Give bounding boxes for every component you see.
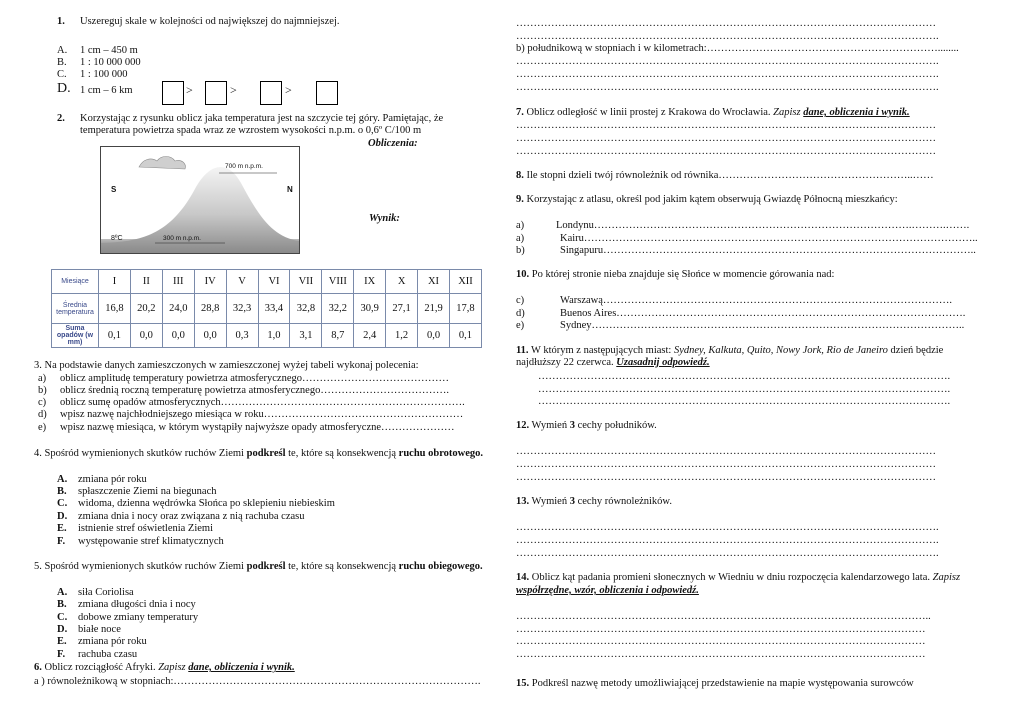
q11-number: 11. (516, 345, 529, 356)
answer-line[interactable]: …………………………………………………………………………………………………………. (516, 31, 939, 42)
q1-number: 1. (57, 16, 65, 27)
q12-pre: Wymień (529, 420, 570, 431)
q2-number: 2. (57, 113, 65, 124)
q14-text: Oblicz kąt padania promieni słonecznych w Wiedniu w dniu rozpoczęcia kalendarzowego lata. (529, 572, 933, 583)
q7-number: 7. (516, 107, 524, 118)
figure-temperature-label: 8ºC (111, 235, 123, 242)
answer-line[interactable]: …………………………………………………………………………………………………………. (516, 535, 939, 546)
q8-number: 8. (516, 170, 524, 181)
table-row-months (52, 270, 482, 294)
temperature-cell: 28,8 (194, 294, 226, 324)
answer-line[interactable]: ……………………………………………………………………………………………………… (516, 636, 926, 647)
q1-option-d: 1 cm – 6 km (80, 85, 133, 96)
q5-letter-c: C. (57, 612, 68, 623)
q1-letter-c: C. (57, 69, 67, 80)
q3-letter-e: e) (38, 422, 47, 433)
q1-text: Uszereguj skale w kolejności od największej do najmniejszej. (80, 16, 340, 27)
q7-dane: dane, obliczenia i wynik. (803, 107, 910, 118)
month-cell: II (130, 270, 162, 294)
q3-item-b: oblicz średnią roczną temperaturę powietrza atmosferycznego………………………………. (60, 385, 449, 396)
q4-pre: 4. Spośród wymienionych skutków ruchów Ziemi (34, 448, 247, 459)
answer-line[interactable]: …………………………………………………………………………………………………………. (516, 69, 939, 80)
answer-line[interactable]: ………………………………………………………………………………………………………… (516, 459, 936, 470)
q4-letter-a: A. (57, 474, 68, 485)
q10-item-e[interactable]: Sydney…………………………………………………………………………………………….. (560, 320, 965, 331)
answer-box-1[interactable] (162, 81, 184, 105)
q4-bold-underline-word: podkreśl (246, 448, 286, 459)
month-cell: I (99, 270, 131, 294)
precipitation-cell: 3,1 (290, 324, 322, 348)
q6-instruction (34, 662, 295, 674)
q6-zapisz: Zapisz (158, 662, 189, 673)
precipitation-cell: 0,1 (449, 324, 481, 348)
q1-letter-b: B. (57, 57, 67, 68)
month-cell: V (226, 270, 258, 294)
answer-line[interactable]: ………………………………………………………………………………………………………… (516, 120, 936, 131)
q4-letter-f: F. (57, 536, 66, 547)
q15-instruction (516, 678, 914, 690)
q3-item-c: oblicz sumę opadów atmosferycznych……………………………………………………………. (60, 397, 465, 408)
q9-letter-2: a) (516, 233, 525, 244)
q7-zapisz: Zapisz (773, 107, 804, 118)
answer-line[interactable]: …………………………………………………………………………………………………………. (516, 548, 939, 559)
q3-item-a: oblicz amplitudę temperatury powietrza atmosferycznego…………………………………… (60, 373, 449, 384)
q3-item-d: wpisz nazwę najchłodniejszego miesiąca w roku………………………………………………… (60, 409, 464, 420)
month-cell: XI (418, 270, 450, 294)
q9-item-1[interactable]: Londynu……………………………………………………………………………….……….……. (556, 220, 970, 231)
q9-instruction (516, 194, 898, 206)
temperature-cell: 27,1 (386, 294, 418, 324)
q5-letter-b: B. (57, 599, 67, 610)
q5-letter-e: E. (57, 636, 67, 647)
answer-line[interactable]: ………………………………………………………………………………………………………. (538, 384, 951, 395)
q6-dane: dane, obliczenia i wynik. (188, 662, 295, 673)
precipitation-cell: 0,0 (418, 324, 450, 348)
precipitation-cell: 0,0 (162, 324, 194, 348)
q15-number: 15. (516, 678, 530, 689)
q7-instruction (516, 107, 910, 119)
q14-instruction (516, 572, 960, 584)
q5-option-f[interactable]: rachuba czasu (78, 649, 138, 660)
answer-box-4[interactable] (316, 81, 338, 105)
q13-post: cechy równoleżników. (574, 496, 672, 507)
q15-text: Podkreśl nazwę metody umożliwiającej przedstawienie na mapie występowania surowców (529, 678, 914, 689)
figure-north-label: N (287, 185, 293, 194)
q1-letter-d: D. (57, 81, 71, 96)
q10-number: 10. (516, 269, 530, 280)
q12-instruction (516, 420, 657, 432)
temperature-header-line2: temperatura (56, 308, 94, 316)
q3-letter-c: c) (38, 397, 47, 408)
q5-bold-topic: ruchu obiegowego. (398, 561, 483, 572)
q1-option-a: 1 cm – 450 m (80, 45, 138, 56)
q4-letter-d: D. (57, 511, 68, 522)
answer-line[interactable]: ……………………………………………………………………………………………………… (516, 624, 926, 635)
q11-cities: Sydney, Kalkuta, Quito, Nowy Jork, Rio de Janeiro (673, 345, 888, 356)
q5-option-b[interactable]: zmiana długości dnia i nocy (78, 599, 196, 610)
q11-line2-text: najdłuższy 22 czerwca. (516, 357, 617, 368)
q4-instruction (34, 448, 483, 460)
q11-text1: W którym z następujących miast: (528, 345, 674, 356)
q10-item-c[interactable]: Warszawą………………………………………………………………………………………. (560, 295, 953, 306)
q1-option-c: 1 : 100 000 (80, 69, 128, 80)
temperature-cell: 16,8 (99, 294, 131, 324)
q5-instruction (34, 561, 483, 573)
temperature-cell: 32,8 (290, 294, 322, 324)
q11-line2 (516, 357, 710, 369)
q11-uzasadnij: Uzasadnij odpowiedź. (616, 357, 710, 368)
q4-bold-topic: ruchu obrotowego. (398, 448, 484, 459)
q9-item-3[interactable]: Singapuru…………………………………………………………………………………………….. (560, 245, 976, 256)
q4-option-f[interactable]: występowanie stref klimatycznych (78, 536, 224, 547)
month-cell: III (162, 270, 194, 294)
answer-line[interactable]: ………………………………………………………………………………………………………. (538, 396, 951, 407)
q9-text: Korzystając z atlasu, określ pod jakim kątem obserwują Gwiazdę Północną mieszkańcy: (523, 194, 898, 205)
answer-line[interactable]: ………………………………………………………………………………………………………… (516, 18, 936, 29)
month-cell: VII (290, 270, 322, 294)
month-cell: IX (354, 270, 386, 294)
month-cell: VI (258, 270, 290, 294)
q10-instruction (516, 269, 834, 281)
greater-than-1: > (186, 83, 193, 97)
q5-option-e[interactable]: zmiana pór roku (78, 636, 147, 647)
q8-body: Ile stopni dzieli twój równoleżnik od równika………………………………………………..…… (523, 170, 934, 181)
answer-line[interactable]: ……………………………………………………………………………………………………….. (516, 611, 931, 622)
q4-mid: te, które są konsekwencją (285, 448, 399, 459)
q10-item-d[interactable]: Buenos Aires………………………………………………………………………………………. (560, 308, 966, 319)
month-cell: X (386, 270, 418, 294)
answer-line[interactable]: …………………………………………………………………………………………………………. (516, 522, 939, 533)
answer-line[interactable]: ……………………………………………………………………………………………………… (516, 649, 926, 660)
q1-letter-a: A. (57, 45, 68, 56)
q6-text: Oblicz rozciągłość Afryki. (41, 662, 159, 673)
q4-letter-b: B. (57, 486, 67, 497)
q6-part-a[interactable]: a ) równoleżnikową w stopniach:……………………………………………………………………………. (34, 676, 481, 687)
answer-line[interactable]: ………………………………………………………………………………………………………. (538, 371, 951, 382)
answer-line[interactable]: ………………………………………………………………………………………………………… (516, 446, 936, 457)
mountain-figure (100, 146, 300, 254)
figure-south-label: S (111, 185, 117, 194)
precipitation-cell: 0,0 (194, 324, 226, 348)
q9-number: 9. (516, 194, 524, 205)
q2-wynik-label: Wynik: (369, 213, 400, 224)
q2-obliczenia-label: Obliczenia: (368, 138, 418, 149)
figure-base-label: 300 m n.p.m. (163, 235, 201, 242)
q10-letter-e: e) (516, 320, 525, 331)
answer-box-3[interactable] (260, 81, 282, 105)
answer-line[interactable]: ………………………………………………………………………………………………………… (516, 472, 936, 483)
q3-letter-a: a) (38, 373, 47, 384)
table-row-temperature (52, 294, 482, 324)
q13-instruction (516, 496, 672, 508)
q9-letter-1: a) (516, 220, 525, 231)
answer-line[interactable]: …………………………………………………………………………………………………………. (516, 82, 939, 93)
q4-letter-c: C. (57, 498, 68, 509)
precipitation-header: Suma opadów (w mm) (52, 324, 99, 348)
q14-line2: współrzędne, wzór, obliczenia i odpowiedź. (516, 585, 699, 596)
q4-option-c[interactable]: widoma, dzienna wędrówka Słońca po sklepieniu niebieskim (78, 498, 335, 509)
q5-option-d[interactable]: białe noce (78, 624, 121, 635)
q6-number: 6. (34, 662, 42, 673)
climate-table (51, 269, 482, 348)
temperature-cell: 32,3 (226, 294, 258, 324)
months-header: Miesiące (52, 270, 99, 294)
q9-letter-3: b) (516, 245, 525, 256)
q13-count: 3 (569, 496, 575, 507)
answer-line[interactable]: …………………………………………………………………………………………………………. (516, 56, 939, 67)
q4-option-b[interactable]: spłaszczenie Ziemi na biegunach (78, 486, 217, 497)
q7-text: Oblicz odległość w linii prostej z Krakowa do Wrocławia. (523, 107, 774, 118)
q2-line2: temperatura powietrza spada wraz ze wzrostem wysokości n.p.m. o 0,6º C/100 m (80, 125, 422, 136)
temperature-cell: 33,4 (258, 294, 290, 324)
q5-bold-underline-word: podkreśl (246, 561, 286, 572)
temperature-header (52, 294, 99, 324)
q10-letter-c: c) (516, 295, 525, 306)
month-cell: VIII (322, 270, 354, 294)
q13-pre: Wymień (529, 496, 570, 507)
q3-intro: 3. Na podstawie danych zamieszczonych w zamieszczonej wyżej tabeli wykonaj polecenia: (34, 360, 419, 371)
q5-option-c[interactable]: dobowe zmiany temperatury (78, 612, 199, 623)
q12-count: 3 (569, 420, 575, 431)
q2-line1: Korzystając z rysunku oblicz jaka temperatura jest na szczycie tej góry. Pamiętając, że (80, 113, 444, 124)
precipitation-cell: 0,3 (226, 324, 258, 348)
greater-than-3: > (285, 83, 292, 97)
temperature-cell: 32,2 (322, 294, 354, 324)
q5-pre: 5. Spośród wymienionych skutków ruchów Ziemi (34, 561, 247, 572)
precipitation-cell: 0,0 (130, 324, 162, 348)
temperature-header-line1: Średnia (62, 301, 88, 309)
table-row-precipitation (52, 324, 482, 348)
q5-letter-f: F. (57, 649, 66, 660)
q4-option-a[interactable]: zmiana pór roku (78, 474, 147, 485)
answer-box-2[interactable] (205, 81, 227, 105)
answer-line[interactable]: ………………………………………………………………………………………………………… (516, 133, 936, 144)
q8-text[interactable] (516, 170, 934, 182)
q12-number: 12. (516, 420, 530, 431)
q4-letter-e: E. (57, 523, 67, 534)
q11-instruction (516, 345, 943, 357)
q12-post: cechy południków. (574, 420, 657, 431)
temperature-cell: 20,2 (130, 294, 162, 324)
q10-text: Po której stronie nieba znajduje się Słońce w momencie górowania nad: (529, 269, 835, 280)
greater-than-2: > (230, 83, 237, 97)
q3-letter-d: d) (38, 409, 47, 420)
q5-mid: te, które są konsekwencją (285, 561, 399, 572)
precipitation-cell: 2,4 (354, 324, 386, 348)
q1-option-b: 1 : 10 000 000 (80, 57, 141, 68)
temperature-cell: 21,9 (418, 294, 450, 324)
answer-line[interactable]: ………………………………………………………………………………………………………… (516, 146, 936, 157)
q4-option-d[interactable]: zmiana dnia i nocy oraz związana z nią rachuba czasu (78, 511, 305, 522)
precipitation-cell: 1,0 (258, 324, 290, 348)
q3-letter-b: b) (38, 385, 47, 396)
precipitation-cell: 8,7 (322, 324, 354, 348)
month-cell: IV (194, 270, 226, 294)
temperature-cell: 17,8 (449, 294, 481, 324)
q11-text2: dzień będzie (887, 345, 944, 356)
q5-letter-a: A. (57, 587, 68, 598)
q9-item-2[interactable]: Kairu………………………………………………………………………………………………….. (560, 233, 978, 244)
q14-zapisz: Zapisz (932, 572, 961, 583)
q5-option-a[interactable]: siła Coriolisa (78, 587, 134, 598)
month-cell: XII (449, 270, 481, 294)
q3-item-e: wpisz nazwę miesiąca, w którym wystąpiły najwyższe opady atmosferyczne………………… (60, 422, 455, 433)
q10-letter-d: d) (516, 308, 525, 319)
figure-top-label: 700 m n.p.m. (225, 163, 263, 170)
precipitation-cell: 0,1 (99, 324, 131, 348)
q5-letter-d: D. (57, 624, 68, 635)
precipitation-cell: 1,2 (386, 324, 418, 348)
q14-number: 14. (516, 572, 530, 583)
q13-number: 13. (516, 496, 530, 507)
q6-part-b[interactable]: b) południkową w stopniach i w kilometrach:…………………………………………………………........ (516, 43, 959, 54)
q4-option-e[interactable]: istnienie stref oświetlenia Ziemi (78, 523, 214, 534)
temperature-cell: 24,0 (162, 294, 194, 324)
temperature-cell: 30,9 (354, 294, 386, 324)
